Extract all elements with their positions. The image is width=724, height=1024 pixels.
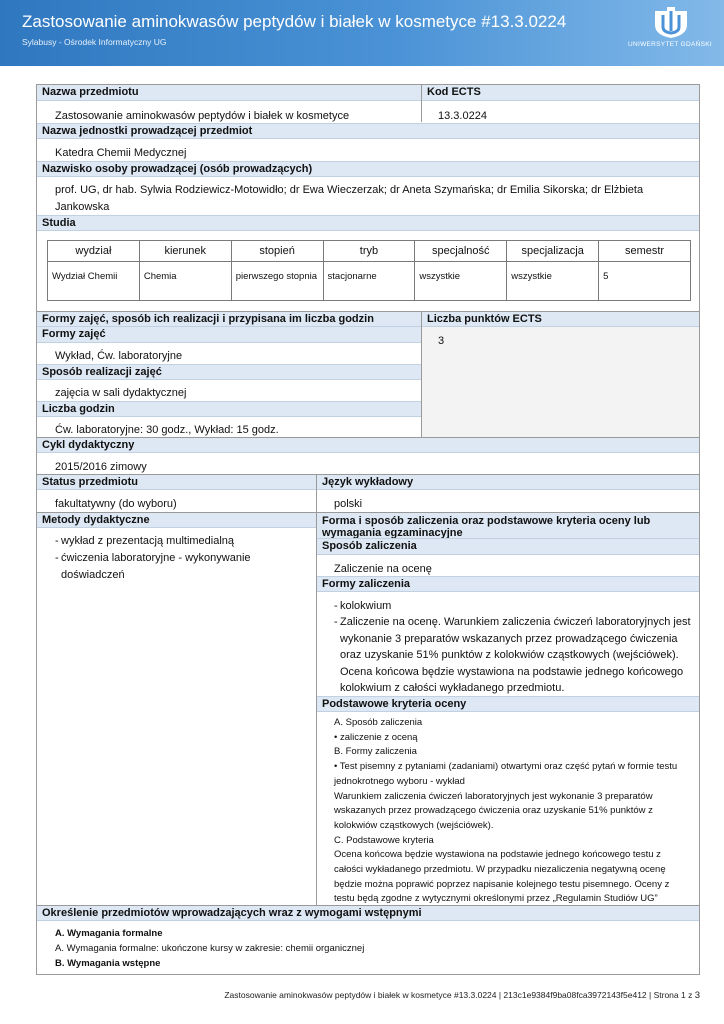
- header-banner: [0, 0, 724, 66]
- cycle-value: 2015/2016 zimowy: [55, 461, 147, 473]
- assessment-form-2: - Zaliczenie na ocenę. Warunkiem zaliczenia ćwiczeń laboratoryjnych jest wykonanie 3 preparatów wskazanych przez prowadzącego ćwiczenia oraz uzyskanie 51% punktów z kolokwiów cząstkowych (wejściówek). Ocena końcowa będzie wystawiona na podstawie jednego końcowego kolokwium z całości wykładanego przedmiotu.: [334, 616, 691, 694]
- studia-cell-specialty: wszystkie: [415, 262, 507, 301]
- criteria-line: Warunkiem zaliczenia ćwiczeń laboratoryjnych jest wykonanie 3 preparatów: [334, 790, 653, 802]
- studia-header-mode: tryb: [323, 241, 415, 262]
- prerequisites-formal-label: A. Wymagania formalne: [55, 928, 163, 939]
- course-name: Zastosowanie aminokwasów peptydów i białek w kosmetyce: [55, 110, 350, 122]
- studia-header-faculty: wydział: [48, 241, 140, 262]
- syllabus-table: [36, 84, 700, 975]
- assessment-form-1: - kolokwium: [334, 600, 392, 612]
- realization-label: Sposób realizacji zajęć: [37, 364, 421, 380]
- teachers-line-2: Jankowska: [55, 201, 110, 213]
- criteria-line: Ocena końcowa będzie wystawiona na podstawie jednego końcowego testu z: [334, 849, 661, 861]
- cycle-label: Cykl dydaktyczny: [37, 437, 699, 453]
- ects-points-value: 3: [438, 335, 445, 347]
- language-value: polski: [334, 498, 363, 510]
- studia-cell-field: Chemia: [139, 262, 231, 301]
- studia-header-specialization: specjalizacja: [507, 241, 599, 262]
- studia-cell-faculty: Wydział Chemii: [48, 262, 140, 301]
- prerequisites-formal-value: A. Wymagania formalne: ukończone kursy w zakresie: chemii organicznej: [55, 942, 365, 954]
- criteria-line: • zaliczenie z oceną: [334, 731, 418, 743]
- teachers-label: Nazwisko osoby prowadzącej (osób prowadzących): [37, 161, 699, 177]
- criteria-line: A. Sposób zaliczenia: [334, 717, 423, 728]
- page-title: Zastosowanie aminokwasów peptydów i białek w kosmetyce #13.3.0224: [22, 12, 567, 31]
- forms-header: Formy zajęć, sposób ich realizacji i przypisana im liczba godzin: [37, 311, 421, 327]
- footer-total-pages: 3: [694, 990, 700, 1001]
- methods-item-2: - ćwiczenia laboratoryjne - wykonywanie doświadczeń: [55, 552, 251, 581]
- studia-header-semester: semestr: [599, 241, 691, 262]
- university-logo-icon: [651, 7, 691, 39]
- table-row: [48, 262, 691, 301]
- criteria-line: • Test pisemny z pytaniami (zadaniami) otwartymi oraz część pytań w formie testu: [334, 761, 678, 773]
- studia-header-degree: stopień: [231, 241, 323, 262]
- ects-points-label: Liczba punktów ECTS: [422, 311, 699, 327]
- studia-cell-semester: 5: [599, 262, 691, 301]
- assessment-method-value: Zaliczenie na ocenę: [334, 563, 432, 575]
- assessment-label: Forma i sposób zaliczenia oraz podstawowe kryteria oceny lub wymagania egzaminacyjne: [317, 512, 699, 539]
- criteria-line: B. Formy zaliczenia: [334, 746, 417, 758]
- realization-value: zajęcia w sali dydaktycznej: [55, 387, 187, 399]
- ects-code-label: Kod ECTS: [422, 85, 699, 101]
- banner-subtitle: Sylabusy - Ośrodek Informatyczny UG: [22, 37, 167, 47]
- class-forms-value: Wykład, Ćw. laboratoryjne: [55, 350, 183, 362]
- unit-name: Katedra Chemii Medycznej: [55, 147, 187, 159]
- studia-cell-specialization: wszystkie: [507, 262, 599, 301]
- page-footer: [224, 990, 700, 1001]
- studia-cell-degree: pierwszego stopnia: [231, 262, 323, 301]
- criteria-line: testu będą zgodne z wytycznymi określonymi przez „Regulamin Studiów UG”: [334, 893, 658, 905]
- assessment-method-label: Sposób zaliczenia: [317, 539, 699, 555]
- studia-label: Studia: [37, 215, 699, 231]
- criteria-line: kolokwiów cząstkowych (wejściówek).: [334, 819, 494, 831]
- language-label: Język wykładowy: [317, 474, 699, 490]
- studia-header-field: kierunek: [139, 241, 231, 262]
- criteria-line: C. Podstawowe kryteria: [334, 834, 434, 846]
- criteria-label: Podstawowe kryteria oceny: [317, 696, 699, 712]
- criteria-line: będzie można poprawić poprzez napisanie kolejnego testu pisemnego. Oceny z: [334, 878, 670, 890]
- criteria-line: wskazanych przez prowadzącego ćwiczenia oraz uzyskanie 51% punktów z: [334, 805, 653, 817]
- status-value: fakultatywny (do wyboru): [55, 498, 177, 510]
- studia-table: [47, 240, 691, 301]
- criteria-line: jednokrotnego wyboru - wykład: [334, 775, 465, 787]
- unit-label: Nazwa jednostki prowadzącej przedmiot: [37, 123, 699, 139]
- criteria-line: całości wykładanego przedmiotu. W przypadku niezaliczenia negatywną ocenę: [334, 864, 666, 875]
- prerequisites-label: Określenie przedmiotów wprowadzających wraz z wymogami wstępnymi: [37, 905, 699, 921]
- studia-header-specialty: specjalność: [415, 241, 507, 262]
- footer-text: Zastosowanie aminokwasów peptydów i białek w kosmetyce #13.3.0224 | 213c1e9384f9ba08fca3972143f5e412 | Strona 1 z: [224, 990, 695, 1000]
- class-forms-label: Formy zajęć: [37, 327, 421, 343]
- studia-cell-mode: stacjonarne: [323, 262, 415, 301]
- hours-label: Liczba godzin: [37, 401, 421, 417]
- methods-label: Metody dydaktyczne: [37, 512, 316, 528]
- status-label: Status przedmiotu: [37, 474, 316, 490]
- hours-value: Ćw. laboratoryjne: 30 godz., Wykład: 15 godz.: [55, 424, 279, 436]
- logo-text: UNIWERSYTET GDAŃSKI: [628, 41, 712, 48]
- methods-item-1: - wykład z prezentacją multimedialną: [55, 535, 235, 547]
- teachers-line-1: prof. UG, dr hab. Sylwia Rodziewicz-Motowidło; dr Ewa Wieczerzak; dr Aneta Szymańska; dr Emilia Sikorska; dr Elżbieta: [55, 184, 644, 196]
- prerequisites-initial-label: B. Wymagania wstępne: [55, 958, 161, 969]
- ects-points-panel: [422, 327, 699, 437]
- assessment-forms-label: Formy zaliczenia: [317, 576, 699, 592]
- ects-code: 13.3.0224: [438, 110, 487, 122]
- course-name-label: Nazwa przedmiotu: [37, 85, 421, 101]
